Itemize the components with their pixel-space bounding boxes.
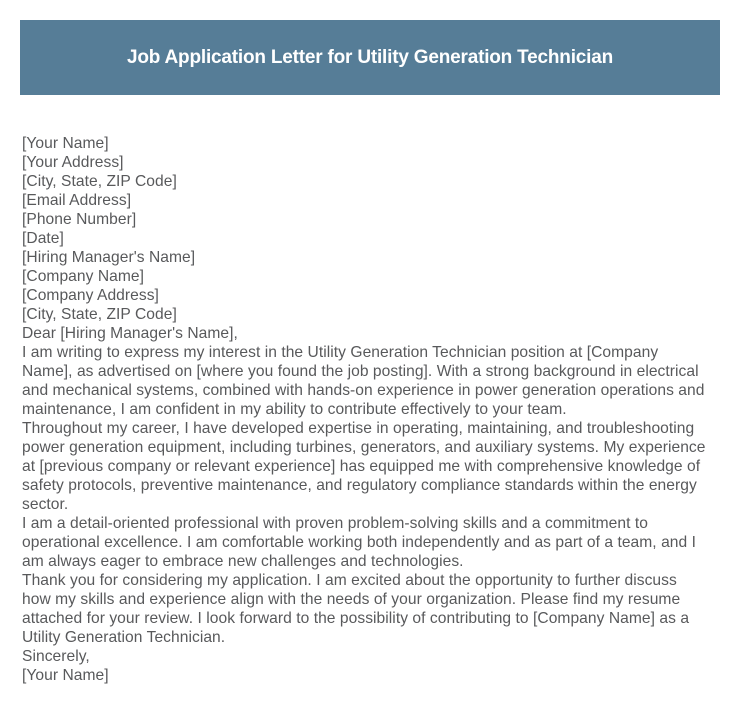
letter-line: [Company Address]	[22, 287, 159, 304]
letter-line: how my skills and experience align with the needs of your organization. Please find my resume	[22, 591, 681, 608]
letter-line: maintenance, I am confident in my ability to contribute effectively to your team.	[22, 401, 567, 418]
page-title: Job Application Letter for Utility Generation Technician	[126, 46, 614, 68]
letter-line: and mechanical systems, combined with hands-on experience in power generation operations and	[22, 382, 705, 399]
letter-line: safety protocols, preventive maintenance, and regulatory compliance standards within the energy	[22, 477, 697, 494]
letter-line: I am writing to express my interest in the Utility Generation Technician position at [Company	[22, 344, 659, 361]
letter-line: Thank you for considering my application. I am excited about the opportunity to further discuss	[22, 572, 677, 589]
letter-line: Utility Generation Technician.	[22, 629, 226, 646]
letter-line: [City, State, ZIP Code]	[22, 173, 177, 190]
letter-line: [City, State, ZIP Code]	[22, 306, 177, 323]
letter-line: [Hiring Manager's Name]	[22, 249, 196, 266]
letter-line: Sincerely,	[22, 648, 90, 665]
letter-line: [Company Name]	[22, 268, 145, 285]
letter-line: am always eager to embrace new challenges and technologies.	[22, 553, 464, 570]
letter-line: [Phone Number]	[22, 211, 137, 228]
letter-line: attached for your review. I look forward to the possibility of contributing to [Company Name] as a	[22, 610, 690, 627]
letter-line: [Your Name]	[22, 135, 109, 152]
letter-line: at [previous company or relevant experience] has equipped me with comprehensive knowledge of	[22, 458, 701, 475]
letter-line: [Email Address]	[22, 192, 132, 209]
letter-line: operational excellence. I am comfortable working both independently and as part of a team, and I	[22, 534, 697, 551]
letter-title-banner	[20, 20, 720, 95]
letter-line: sector.	[22, 496, 69, 513]
letter-line: [Your Name]	[22, 667, 109, 684]
letter-line: Dear [Hiring Manager's Name],	[22, 325, 238, 342]
letter-line: Throughout my career, I have developed expertise in operating, maintaining, and troubleshooting	[22, 420, 695, 437]
letter-body	[22, 134, 734, 685]
letter-line: [Your Address]	[22, 154, 124, 171]
letter-line: I am a detail-oriented professional with proven problem-solving skills and a commitment to	[22, 515, 648, 532]
letter-line: power generation equipment, including turbines, generators, and auxiliary systems. My experience	[22, 439, 706, 456]
letter-line: [Date]	[22, 230, 64, 247]
letter-line: Name], as advertised on [where you found the job posting]. With a strong background in electrical	[22, 363, 699, 380]
